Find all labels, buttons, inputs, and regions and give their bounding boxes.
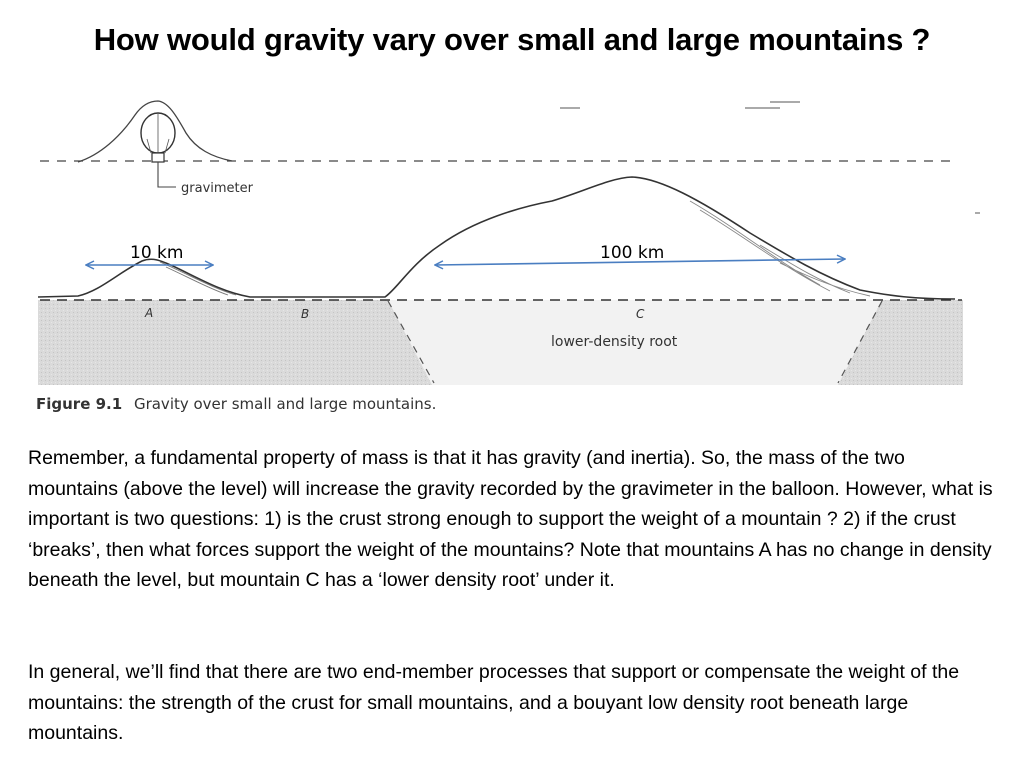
figure-caption bbox=[36, 395, 436, 413]
region-label-b: B bbox=[301, 307, 310, 321]
topography-line bbox=[38, 177, 955, 299]
region-label-c: C bbox=[636, 307, 645, 321]
faint-top-marks bbox=[560, 102, 980, 213]
body-paragraph-1: Remember, a fundamental property of mass is that it has gravity (and inertia). So, the mass of the two mountains (above the level) will increase the gravity recorded by the gravimeter in the balloon. However, what is important is two questions: 1) is the crust strong enough to support the weight of a mountain ? 2) if the crust ‘breaks’, then what forces support the weight of the mountains? Note that mountains A has no change in density beneath the level, but mountain C has a ‘lower density root’ under it. bbox=[28, 447, 993, 591]
width-label-small: 10 km bbox=[130, 243, 184, 263]
figure-caption-text: Gravity over small and large mountains. bbox=[133, 395, 437, 413]
region-label-a: A bbox=[145, 306, 154, 320]
root-label: lower-density root bbox=[551, 334, 678, 350]
width-label-large: 100 km bbox=[600, 243, 665, 263]
gravity-mountains-diagram bbox=[0, 95, 1024, 425]
large-mountain-hatching bbox=[690, 201, 870, 296]
figure-label: Figure 9.1 bbox=[36, 395, 123, 413]
slide-title: How would gravity vary over small and large mountains ? bbox=[93, 22, 931, 57]
balloon-icon bbox=[141, 113, 176, 187]
gravimeter-label: gravimeter bbox=[181, 181, 253, 196]
body-paragraph-2: In general, we’ll find that there are two end-member processes that support or compensate the weight of the mountains: the strength of the crust for small mountains, and a bouyant low density root beneath large mountains. bbox=[28, 661, 960, 744]
